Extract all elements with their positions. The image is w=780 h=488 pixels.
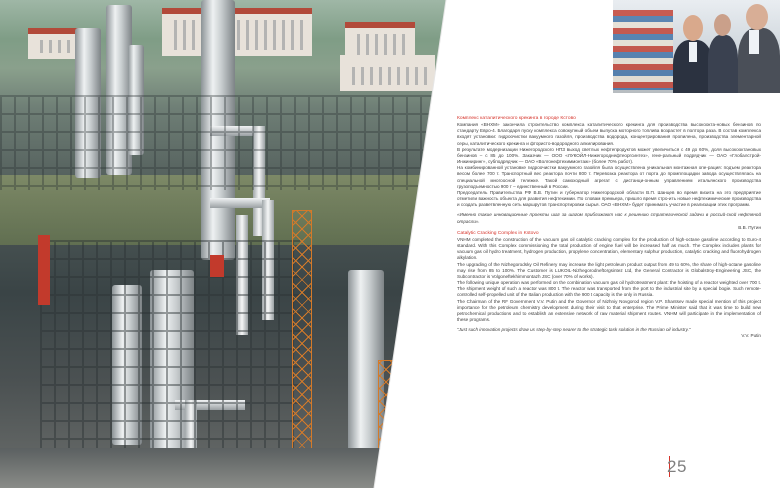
ru-paragraph: На комбинированной установке гидроочистки вакуумного газойля была осуществлена уникальная монтажная опе-рация: подъем реактора весом более 700 т. Транспортный вес реактора почти 800 т. Перевозка реактора от порта до промплощадки завода осуществлялась на специальной многоосной тележке. Такой самоходный агрегат с дистанци-онным управлением итальянского производства грузоподъемностью 900 т – единственный в России. [457,165,761,189]
officials-photo [613,0,780,93]
shirt [689,42,697,62]
en-heading: Catalytic Cracking Complex in Kstovo [457,230,539,236]
person-head [714,14,731,36]
en-paragraph: The upgrading of the Nizhegorodsky Oil Refinery may increase the light petroleum product output from 49 to 60%, the share of high-octane gasoline may rise from 85 to 100%. The Customer is LUKOIL-Nizhegorodneftorgsintez Ltd, the General Contractor is Globalstroy-Engineering JSC, the Subcontractor is Volgoneftekhimmontazh JSC (over 70% of works). [457,261,761,279]
ru-signature: В.В. Путин [738,224,761,230]
shirt [749,30,759,54]
article-text [457,116,761,339]
ru-paragraph: В результате модернизации Нижегородского НПЗ выход светлых нефтепродуктов может увеличиться с 49 до 60%, доля высокооктановых бензинов – с 85 до 100%. Заказчик — ООО «ЛУКОЙЛ-Нижегороднефтеоргсинтез», гене-ральный подрядчик — ОАО «Глобалстрой-Инжиниринг», субподрядчик — ОАО «Волгонефтехиммонтаж» (более 70% работ). [457,146,761,165]
display-shelf [613,10,673,90]
ru-paragraph: Компания «ВНХМ» закончила строительство комплекса каталитического крекинга для производства высокоокта-новых бензинов по стандарту Евро-4. Благодаря пуску комплекса совокупный объем выпуска моторного топлива возрастет в полтора раза. В состав комплекса входят установки: гидроочистки вакуумного газойля, производства водорода, концентрирования пропилена, производства элементарной серы, каталитического крекинга и фтористо-водородного алкилирования. [457,122,761,146]
page-number: 25 [667,457,687,476]
en-signature: V.V. Putin [741,333,761,339]
ru-heading: Комплекс каталитического крекинга в городе Кстово [457,116,576,121]
en-quote: "Just such innovation projects draw us step-by-step nearer to the strategic task solution in the Russian oil industry." [457,327,691,333]
person-head [683,15,703,41]
ru-quote: «Именно такие инновационные проекты шаг за шагом приближают нас к решению стратегической задачи в россий-ской нефтяной отрасли». [457,212,761,224]
en-paragraph: VNHM completed the construction of the vacuum gas oil catalytic cracking complex for the production of high-octane gasoline according to Euro-4 standard. With this Complex commissioning the total production of engine fuel will be increased half as much. The Complex includes plants for vacuum gas oil hydro treatment, hydrogen production, propylene concentration, elementary sulphur production, catalytic cracking and fluorohydrogen alkylation. [457,236,761,261]
person [708,35,738,93]
person [738,28,780,93]
person-head [746,4,768,30]
en-paragraph: The Chairman of the RF Government V.V. Putin and the Governor of Nizhniy Novgorod region V.P. Shantsev made special mention of this project importance for the petroleum chemistry development during their visit to that enterprise. The Prime Minister said that it was time to build new petrochemical productions and to establish an extensive network of raw material shipment routes. VNHM will participate in the implementation of these programs. [457,298,761,322]
ru-paragraph: Председатель Правительства РФ В.В. Путин и губернатор Нижегородской области В.П. Шанцев во время визита на это предприятие отметили важность объекта для развития нефтехимии. По словам премьера, пришло время стро-ить новые нефтехимические производства и создать разветвленную сеть маршрутов транспортировки сырья. ОАО «ВНХМ» будет принимать участие в реализации этих программ. [457,189,761,208]
en-paragraph: The following unique operation was performed on the combination vacuum gas oil hydrotreatment plant: the hoisting of a reactor weighted over 700 t. The shipment weight of such a reactor was 800 t. The reactor was transported from the port to the industrial site by a special bogie. Such remote-controlled self-propelled unit of the Italian production with the 900 t capacity is the only in Russia. [457,280,761,298]
